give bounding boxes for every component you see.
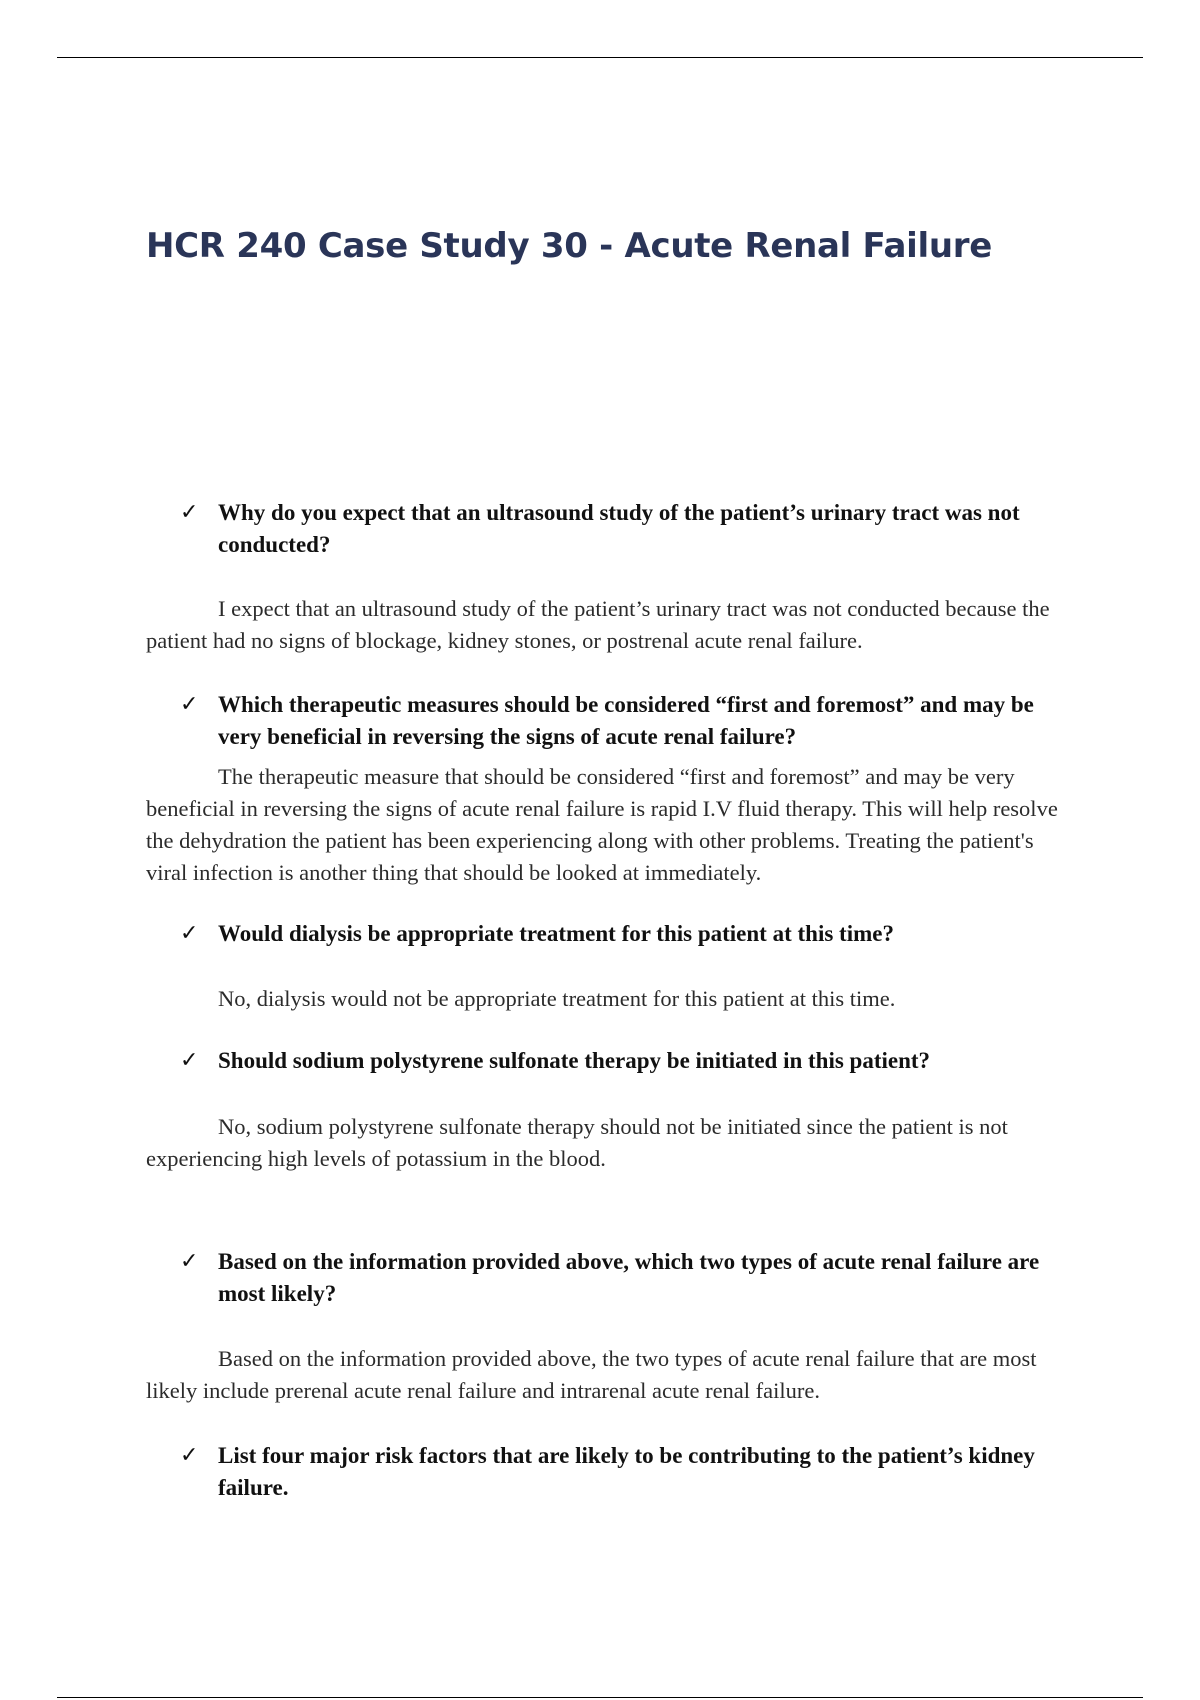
answer-3: No, dialysis would not be appropriate treatment for this patient at this time. xyxy=(218,986,896,1011)
answer-block-1 xyxy=(146,593,1076,657)
qa-item-6 xyxy=(146,1440,1076,1504)
answer-5: Based on the information provided above, the two types of acute renal failure that are most likely include prerenal acute renal failure and intrarenal acute renal failure. xyxy=(146,1346,1037,1403)
qa-item-5 xyxy=(146,1246,1076,1310)
qa-item-3 xyxy=(146,918,1076,950)
question-6 xyxy=(146,1440,1076,1504)
qa-item-4 xyxy=(146,1045,1076,1077)
checkmark-icon: ✓ xyxy=(180,921,199,946)
question-4-text: Should sodium polystyrene sulfonate therapy be initiated in this patient? xyxy=(218,1048,931,1073)
bottom-rule xyxy=(57,1697,1143,1698)
question-3 xyxy=(146,918,1076,950)
answer-block-4 xyxy=(146,1111,1076,1175)
question-4 xyxy=(146,1045,1076,1077)
checkmark-icon: ✓ xyxy=(180,692,199,717)
answer-block-2 xyxy=(146,761,1076,889)
answer-4: No, sodium polystyrene sulfonate therapy should not be initiated since the patient is not experiencing high levels of potassium in the blood. xyxy=(146,1114,1008,1171)
document-title: HCR 240 Case Study 30 - Acute Renal Failure xyxy=(146,226,992,266)
question-5 xyxy=(146,1246,1076,1310)
question-6-text: List four major risk factors that are likely to be contributing to the patient’s kidney failure. xyxy=(218,1443,1035,1500)
checkmark-icon: ✓ xyxy=(180,1048,199,1073)
answer-block-3 xyxy=(146,983,1076,1015)
question-5-text: Based on the information provided above, which two types of acute renal failure are most likely? xyxy=(218,1249,1040,1306)
question-2 xyxy=(146,689,1076,753)
qa-item-2 xyxy=(146,689,1076,753)
checkmark-icon: ✓ xyxy=(180,500,199,525)
answer-block-5 xyxy=(146,1343,1076,1407)
question-1-text: Why do you expect that an ultrasound study of the patient’s urinary tract was not conducted? xyxy=(218,500,1020,557)
qa-item-1 xyxy=(146,497,1076,561)
question-1 xyxy=(146,497,1076,561)
top-rule xyxy=(57,57,1143,58)
answer-1: I expect that an ultrasound study of the patient’s urinary tract was not conducted because the patient had no signs of blockage, kidney stones, or postrenal acute renal failure. xyxy=(146,596,1050,653)
question-3-text: Would dialysis be appropriate treatment for this patient at this time? xyxy=(218,921,894,946)
question-2-text: Which therapeutic measures should be considered “first and foremost” and may be very beneficial in reversing the signs of acute renal failure? xyxy=(218,692,1034,749)
checkmark-icon: ✓ xyxy=(180,1249,199,1274)
checkmark-icon: ✓ xyxy=(180,1443,199,1468)
answer-2: The therapeutic measure that should be considered “first and foremost” and may be very beneficial in reversing the signs of acute renal failure is rapid I.V fluid therapy. This will help resolve the dehydration the patient has been experiencing along with other problems. Treating the patient's viral infection is another thing that should be looked at immediately. xyxy=(146,764,1058,885)
